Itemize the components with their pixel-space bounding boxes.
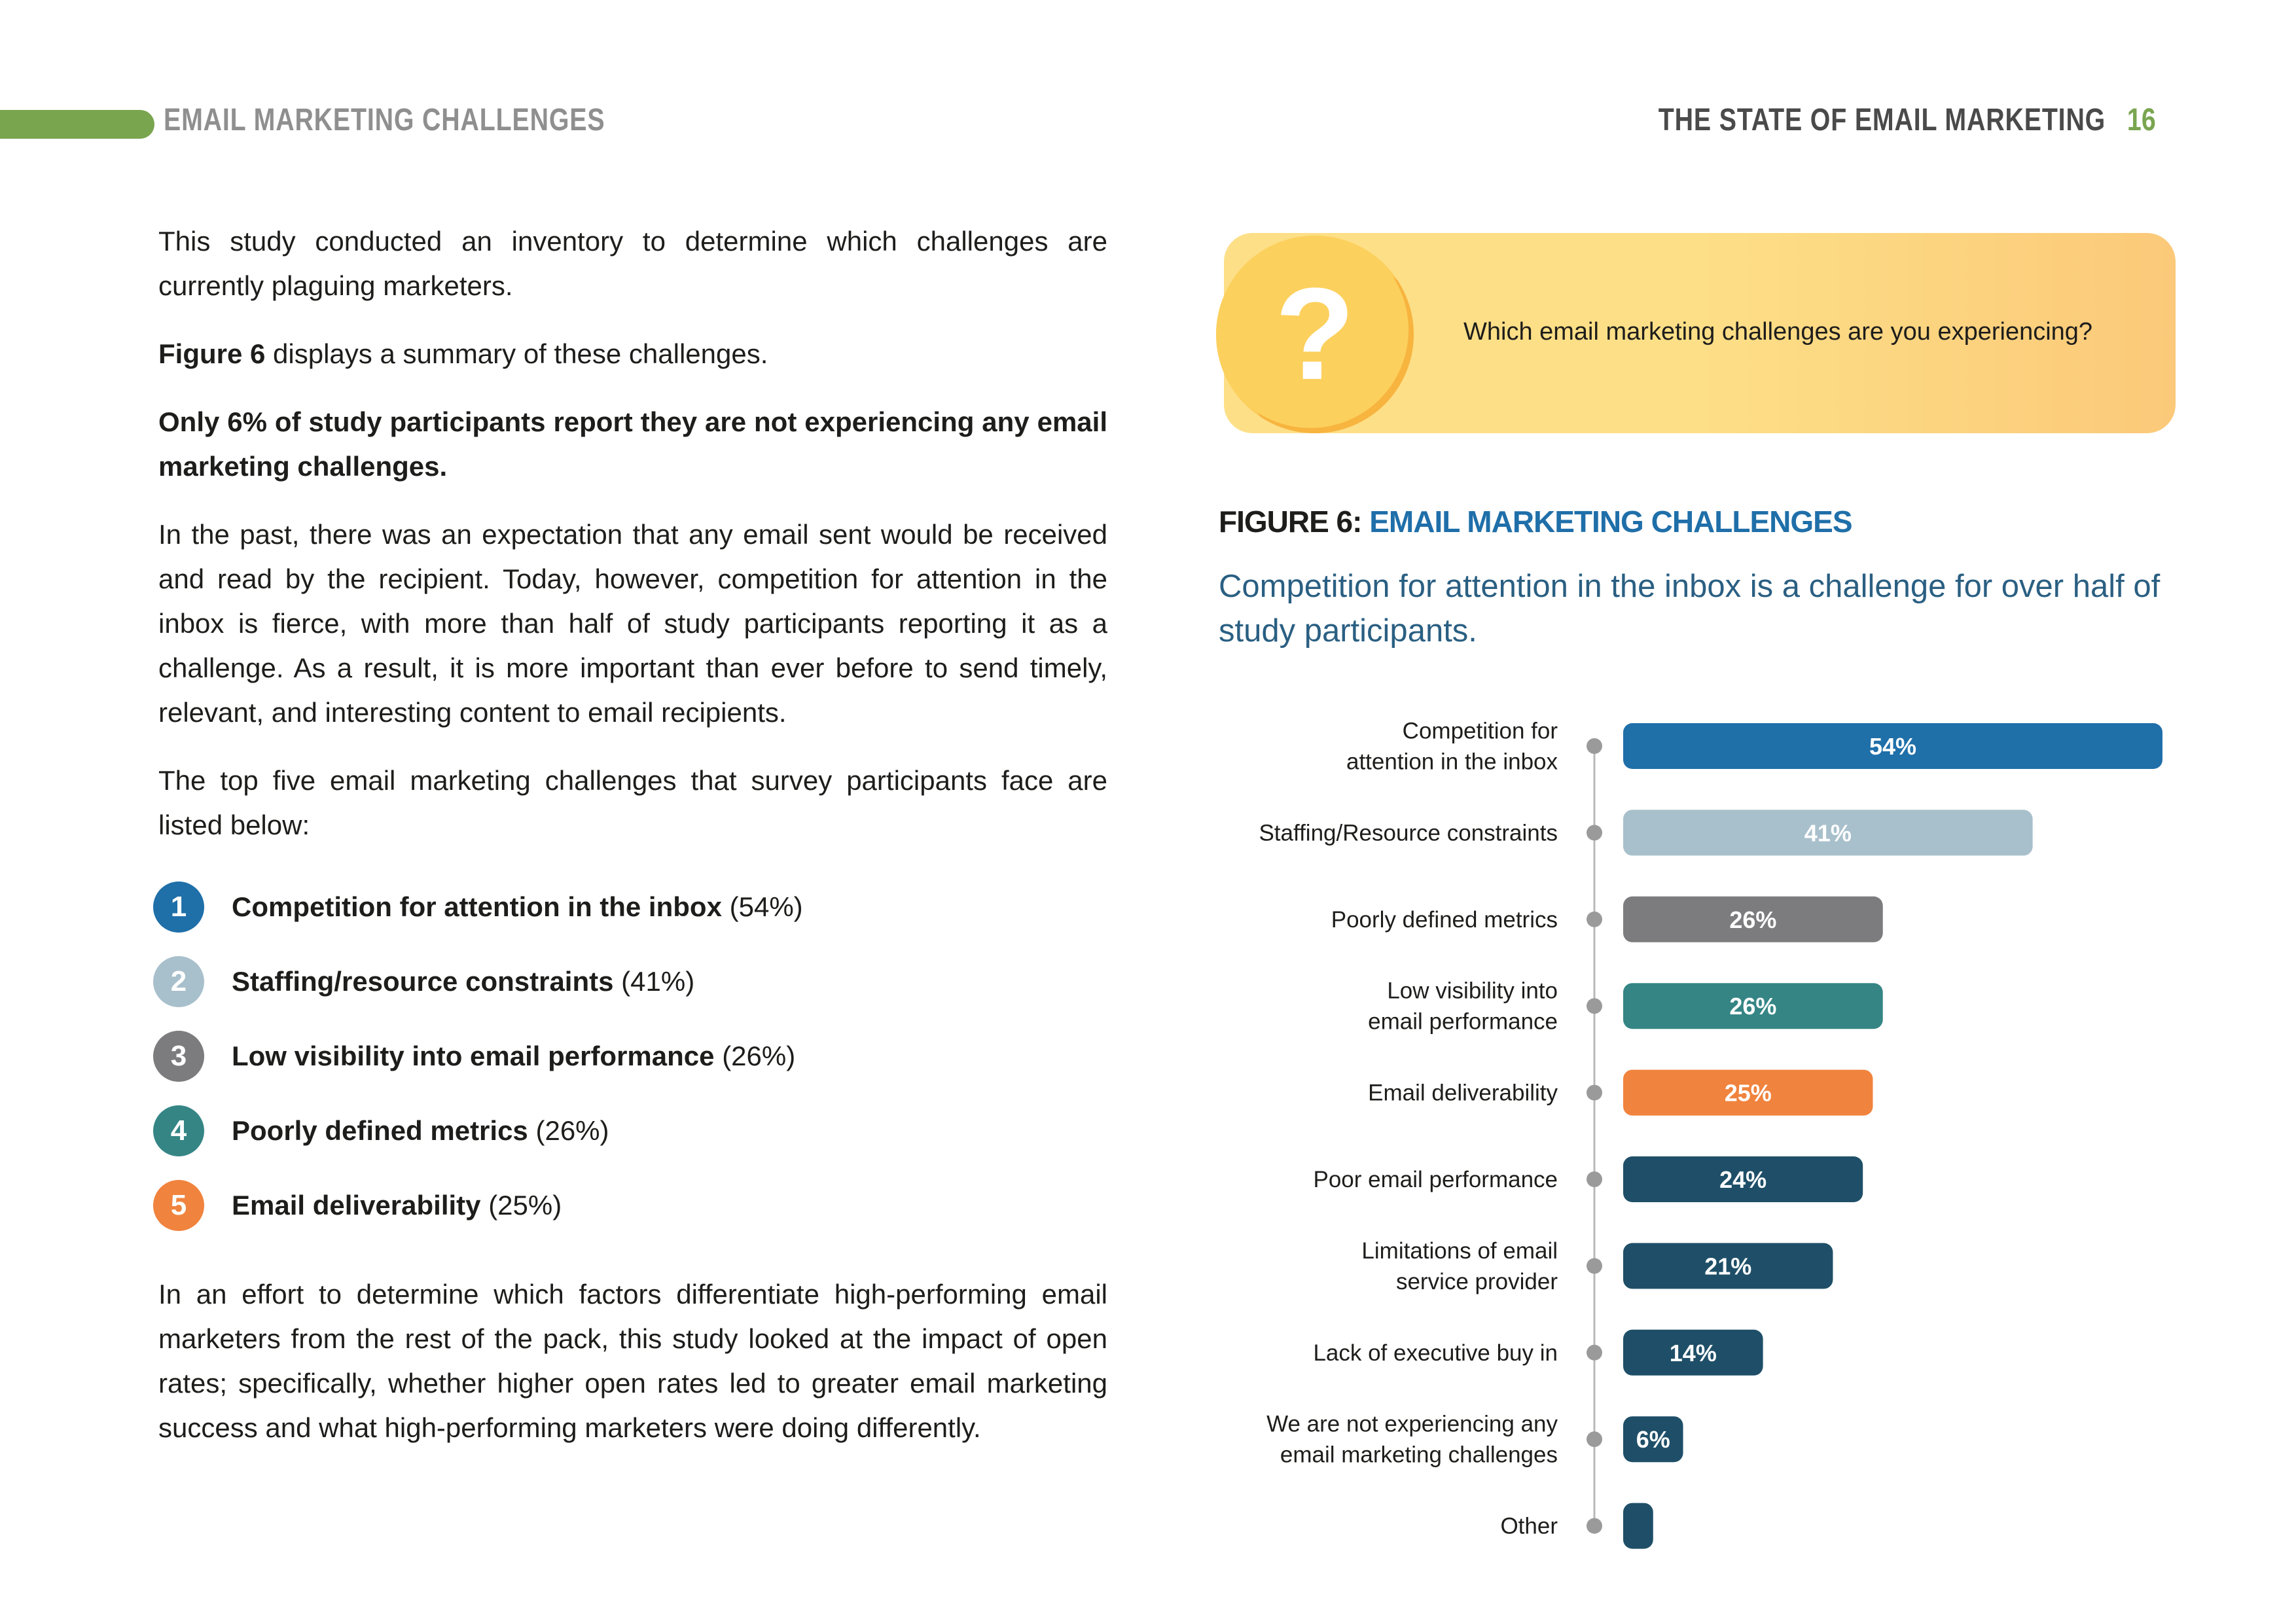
list-item-text	[232, 891, 803, 923]
bar-value-label: 26%	[1729, 906, 1777, 933]
list-number-badge: 5	[153, 1180, 204, 1231]
category-label: Limitations of email service provider	[1361, 1238, 1558, 1294]
list-item-label: Competition for attention in the inbox	[232, 891, 722, 922]
bar-value-label: 54%	[1869, 733, 1917, 760]
axis-marker	[1587, 912, 1602, 927]
bar-value-label: 6%	[1636, 1426, 1670, 1454]
bar-value-label: 14%	[1669, 1339, 1717, 1366]
list-item-text	[232, 1190, 562, 1221]
bar-value-label: 26%	[1729, 993, 1777, 1020]
key-finding: Only 6% of study participants report they are not experiencing any email marketing challenges.	[158, 406, 1107, 482]
list-item-text	[232, 1041, 795, 1072]
intro-paragraph-5: The top five email marketing challenges that survey participants face are listed below:	[158, 765, 1107, 840]
list-item-text	[232, 966, 694, 997]
category-label: Low visibility into email performance	[1368, 978, 1558, 1035]
list-item-value: (54%)	[729, 891, 803, 922]
axis-marker	[1587, 825, 1602, 840]
axis-marker	[1587, 1258, 1602, 1274]
category-label: Email deliverability	[1368, 1080, 1558, 1106]
list-item	[153, 955, 694, 1008]
list-number-badge: 3	[153, 1031, 204, 1082]
challenges-bar-chart	[1217, 713, 2186, 1558]
bar	[1623, 1503, 1653, 1549]
axis-marker	[1587, 1345, 1602, 1361]
list-item-value: (25%)	[488, 1190, 562, 1221]
list-item	[153, 1030, 795, 1082]
list-number-badge: 1	[153, 882, 204, 933]
category-label: Staffing/Resource constraints	[1259, 820, 1558, 846]
axis-marker	[1587, 1431, 1602, 1447]
list-item-label: Email deliverability	[232, 1190, 481, 1221]
category-label: Lack of executive buy in	[1313, 1340, 1558, 1366]
closing-paragraph: In an effort to determine which factors differentiate high-performing email marketers from the rest of the pack, this study looked at the impact of open rates; specifically, whether higher open rates led to greater email marketing success and what high-performing marketers were doing differently.	[158, 1279, 1107, 1443]
section-title: EMAIL MARKETING CHALLENGES	[164, 103, 605, 137]
category-label: Poor email performance	[1313, 1167, 1558, 1192]
list-item-label: Staffing/resource constraints	[232, 966, 614, 997]
header-accent-bar	[0, 110, 154, 139]
category-label: Other	[1500, 1513, 1558, 1539]
intro-text	[158, 219, 1107, 871]
figure-label: FIGURE 6:	[1219, 505, 1362, 539]
list-item-label: Poorly defined metrics	[232, 1115, 528, 1146]
list-item-value: (26%)	[722, 1041, 796, 1071]
axis-marker	[1587, 998, 1602, 1014]
category-label: Poorly defined metrics	[1331, 906, 1558, 933]
survey-question: Which email marketing challenges are you experiencing?	[1463, 318, 2093, 346]
list-item-text	[232, 1115, 609, 1147]
list-item-value: (41%)	[621, 966, 695, 997]
closing-text	[158, 1272, 1107, 1450]
bar-value-label: 21%	[1704, 1253, 1752, 1280]
list-item	[153, 1179, 562, 1232]
intro-paragraph-4: In the past, there was an expectation that any email sent would be received and read by the recipient. Today, however, competition for attention in the inbox is fierce, with more than half of study participants reporting it as a challenge. As a result, it is more important than ever before to send timely, relevant, and interesting content to email recipients.	[158, 519, 1107, 728]
axis-marker	[1587, 1518, 1602, 1534]
list-number-badge: 4	[153, 1105, 204, 1156]
list-item	[153, 1105, 609, 1157]
figure-subtitle: Competition for attention in the inbox is a challenge for over half of study participants.	[1219, 569, 2161, 649]
header-right	[1659, 102, 2156, 138]
list-item-value: (26%)	[535, 1115, 609, 1146]
question-mark-icon: ?	[1274, 261, 1355, 407]
intro-paragraph-1: This study conducted an inventory to determine which challenges are currently plaguing marketers.	[158, 226, 1107, 301]
category-label: Competition for attention in the inbox	[1346, 718, 1558, 775]
figure-name: EMAIL MARKETING CHALLENGES	[1369, 505, 1852, 539]
page-number: 16	[2127, 103, 2156, 137]
bar-value-label: 25%	[1724, 1079, 1772, 1107]
list-item-label: Low visibility into email performance	[232, 1041, 715, 1071]
figure-title	[1219, 504, 1852, 539]
intro-paragraph-3	[158, 400, 1107, 489]
figure-reference: Figure 6	[158, 338, 266, 369]
bar-value-label: 3%	[1667, 1512, 1702, 1540]
intro-paragraph-2-text: displays a summary of these challenges.	[265, 338, 768, 369]
intro-paragraph-2	[158, 332, 1107, 376]
axis-marker	[1587, 1171, 1602, 1187]
bar-value-label: 41%	[1804, 819, 1852, 847]
list-number-badge: 2	[153, 956, 204, 1007]
bar-value-label: 24%	[1719, 1166, 1767, 1193]
axis-marker	[1587, 1085, 1602, 1101]
report-title: THE STATE OF EMAIL MARKETING	[1659, 103, 2106, 137]
list-item	[153, 881, 803, 933]
axis-marker	[1587, 738, 1602, 754]
category-label: We are not experiencing any email marketing challenges	[1266, 1411, 1558, 1468]
